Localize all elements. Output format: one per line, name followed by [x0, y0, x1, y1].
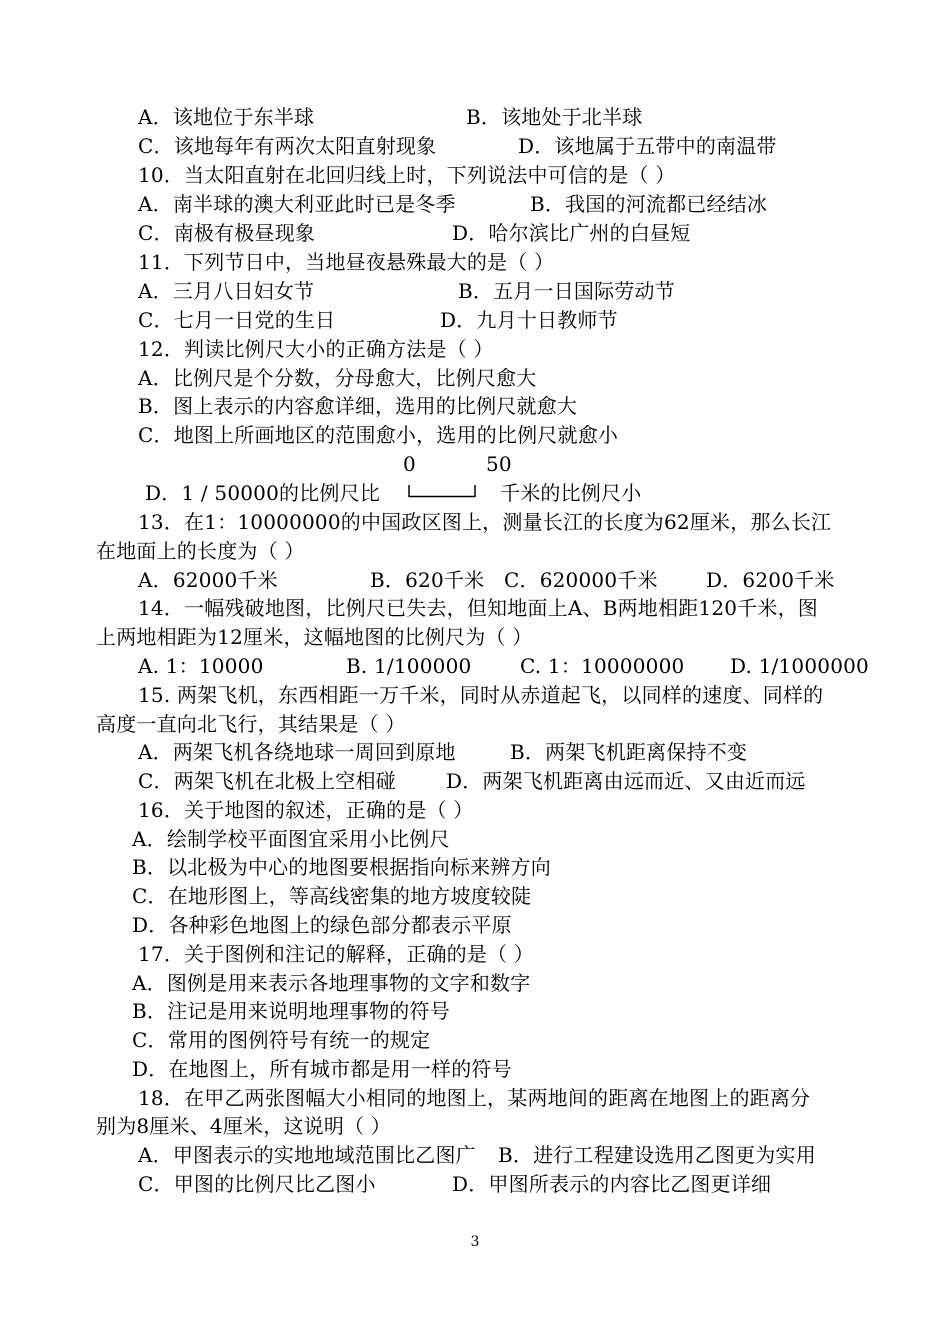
- q14-option-a: A. 1：10000: [138, 654, 264, 678]
- line-10-option-b: B．图上表示的内容愈详细，选用的比例尺就愈大: [138, 394, 578, 418]
- q16-option-c: C．在地形图上，等高线密集的地方坡度较陡: [132, 884, 532, 908]
- line-36-option-b: B．进行工程建设选用乙图更为实用: [498, 1143, 816, 1167]
- line-7-option-d: D．九月十日教师节: [440, 308, 618, 332]
- line-36-option-a: A．甲图表示的实地地域范围比乙图广: [138, 1143, 476, 1167]
- q17-option-d: D．在地图上，所有城市都是用一样的符号: [132, 1057, 512, 1081]
- question-18-cont: 别为8厘米、4厘米，这说明（ ）: [96, 1114, 392, 1138]
- line-23-option-d: D．两架飞机距离由远而近、又由近而远: [446, 769, 806, 793]
- line-6-option-a: A．三月八日妇女节: [138, 279, 315, 303]
- page-number: 3: [470, 1234, 480, 1250]
- line-9-option-a: A．比例尺是个分数，分母愈大，比例尺愈大: [138, 366, 537, 390]
- line-11-option-c: C．地图上所画地区的范围愈小，选用的比例尺就愈小: [138, 423, 619, 447]
- question-14-cont: 上两地相距为12厘米，这幅地图的比例尺为（ ）: [96, 625, 533, 649]
- q17-option-a: A．图例是用来表示各地理事物的文字和数字: [132, 971, 531, 995]
- line-1-option-d: D．该地属于五带中的南温带: [518, 134, 777, 158]
- q14-option-b: B. 1/100000: [346, 654, 472, 678]
- question-17: 17．关于图例和注记的解释，正确的是（ ）: [138, 942, 535, 966]
- question-15: 15. 两架飞机，东西相距一万千米，同时从赤道起飞，以同样的速度、同样的: [138, 683, 824, 707]
- line-3-option-a: A．南半球的澳大利亚此时已是冬季: [138, 192, 456, 216]
- q13-option-d: D．6200千米: [706, 568, 835, 592]
- question-13: 13．在1：10000000的中国政区图上，测量长江的长度为62厘米，那么长江: [138, 510, 832, 534]
- question-12: 12．判读比例尺大小的正确方法是（ ）: [138, 337, 494, 361]
- scale-label-start: 0: [403, 452, 416, 476]
- line-7-option-c: C．七月一日党的生日: [138, 308, 336, 332]
- line-22-option-a: A．两架飞机各绕地球一周回到原地: [138, 740, 456, 764]
- q14-option-d: D. 1/1000000: [730, 654, 869, 678]
- scale-bar-graphic: [408, 484, 476, 498]
- q13-option-c: C．620000千米: [504, 568, 658, 592]
- question-13-cont: 在地面上的长度为（ ）: [96, 539, 305, 563]
- q13-option-b: B．620千米: [370, 568, 485, 592]
- line-3-option-b: B．我国的河流都已经结冰: [530, 192, 768, 216]
- q16-option-b: B．以北极为中心的地图要根据指向标来辨方向: [132, 855, 551, 879]
- line-22-option-b: B．两架飞机距离保持不变: [510, 740, 748, 764]
- q17-option-b: B．注记是用来说明地理事物的符号: [132, 999, 450, 1023]
- question-18: 18．在甲乙两张图幅大小相同的地图上，某两地间的距离在地图上的距离分: [138, 1086, 811, 1110]
- q13-option-a: A．62000千米: [138, 568, 278, 592]
- question-15-cont: 高度一直向北飞行，其结果是（ ）: [96, 712, 406, 736]
- line-0-option-b: B．该地处于北半球: [466, 105, 643, 129]
- line-23-option-c: C．两架飞机在北极上空相碰: [138, 769, 396, 793]
- question-10: 10．当太阳直射在北回归线上时，下列说法中可信的是（ ）: [138, 163, 676, 187]
- question-11: 11．下列节日中，当地昼夜悬殊最大的是（ ）: [138, 250, 555, 274]
- scale-label-end: 50: [486, 452, 512, 476]
- line-4-option-c: C．南极有极昼现象: [138, 221, 316, 245]
- q16-option-a: A．绘制学校平面图宜采用小比例尺: [132, 827, 450, 851]
- q17-option-c: C．常用的图例符号有统一的规定: [132, 1028, 431, 1052]
- line-37-option-c: C．甲图的比例尺比乙图小: [138, 1172, 376, 1196]
- line-37-option-d: D．甲图所表示的内容比乙图更详细: [452, 1172, 772, 1196]
- line-4-option-d: D．哈尔滨比广州的白昼短: [452, 221, 691, 245]
- line-13-option-d: D．1 / 50000的比例尺比: [145, 481, 381, 505]
- line-0-option-a: A．该地位于东半球: [138, 105, 315, 129]
- question-14: 14．一幅残破地图，比例尺已失去，但知地面上A、B两地相距120千米，图: [138, 596, 818, 620]
- q14-option-c: C. 1：10000000: [520, 654, 685, 678]
- line-13-suffix: 千米的比例尺小: [500, 481, 642, 505]
- line-6-option-b: B．五月一日国际劳动节: [458, 279, 675, 303]
- question-16: 16．关于地图的叙述，正确的是（ ）: [138, 798, 474, 822]
- q16-option-d: D．各种彩色地图上的绿色部分都表示平原: [132, 913, 512, 937]
- line-1-option-c: C．该地每年有两次太阳直射现象: [138, 134, 437, 158]
